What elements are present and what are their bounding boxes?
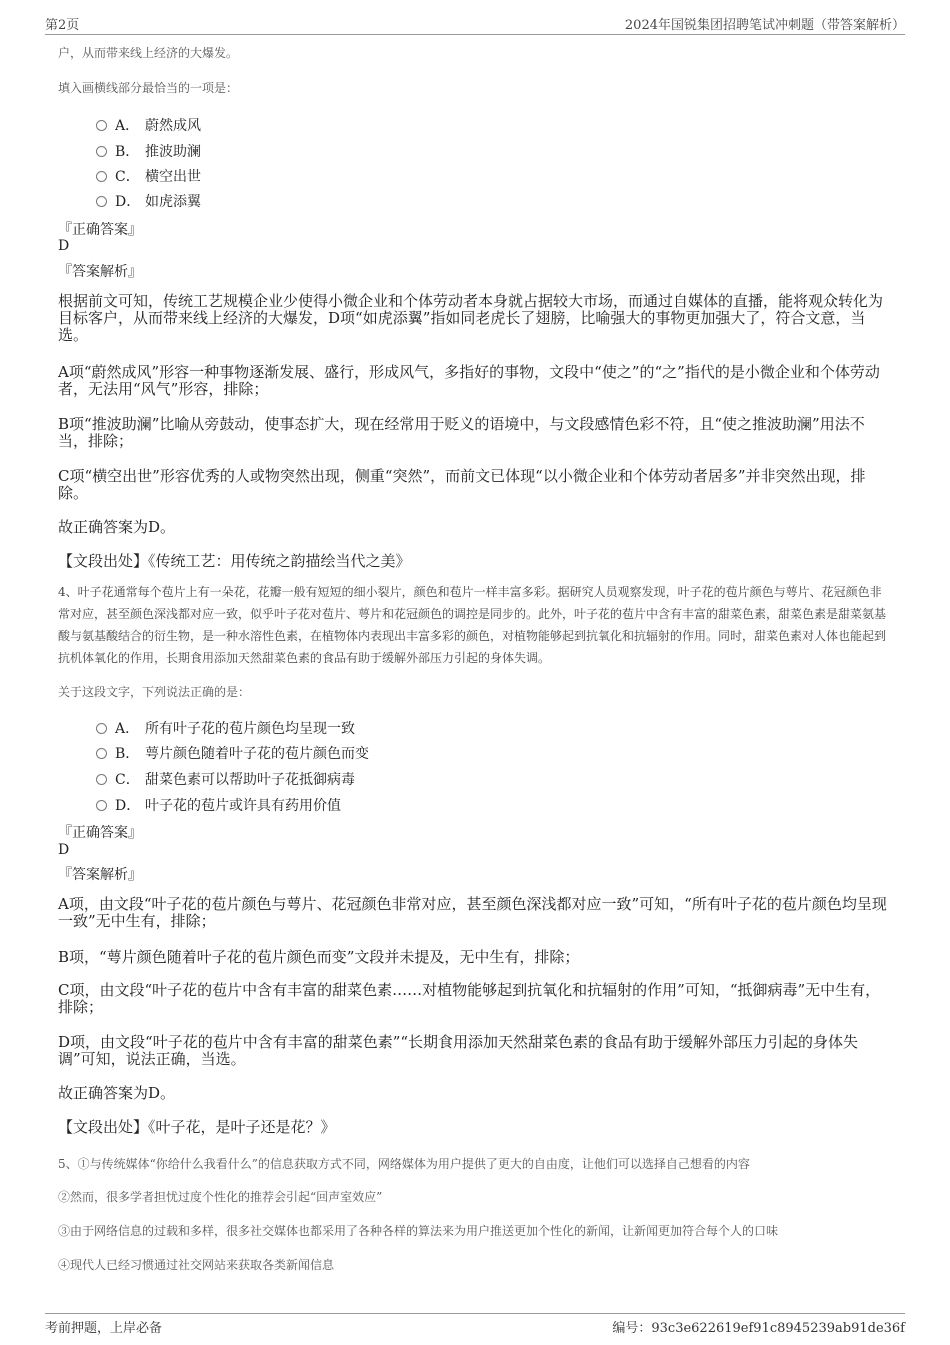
radio-icon[interactable]: [96, 196, 107, 207]
q4-stem: 4、叶子花通常每个苞片上有一朵花，花瓣一般有短短的细小裂片，颜色和苞片一样丰富多彩。据研究人员观察发现，叶子花的苞片颜色与萼片、花冠颜色非常对应，甚至颜色深浅都对应一致，似乎叶子花对苞片、萼片和花冠颜色的调控是同步的。此外，叶子花的苞片中含有丰富的甜菜色素，甜菜色素是甜菜氨基酸与氨基酸结合的衍生物，是一种水溶性色素，在植物体内表现出丰富多彩的颜色，对植物能够起到抗氧化和抗辐射的作用。同时，甜菜色素对人体也能起到抗机体氧化的作用，长期食用添加天然甜菜色素的食品有助于缓解外部压力引起的身体失调。: [58, 585, 887, 665]
radio-icon[interactable]: [96, 800, 107, 811]
q3-answer-label: 『正确答案』: [58, 222, 142, 238]
q3-answer: D: [58, 238, 70, 254]
radio-icon[interactable]: [96, 171, 107, 182]
q4-analysis-para: B项，“萼片颜色随着叶子花的苞片颜色而变”文段并未提及，无中生有，排除；: [58, 948, 580, 966]
q3-analysis-label: 『答案解析』: [58, 264, 142, 280]
q3-option-a[interactable]: A． 蔚然成风: [96, 115, 201, 135]
radio-icon[interactable]: [96, 120, 107, 131]
q5-item: 5、①与传统媒体“你给什么我看什么”的信息获取方式不同，网络媒体为用户提供了更大的自由度，让他们可以选择自己想看的内容: [58, 1157, 750, 1171]
q3-analysis-para: C项“横空出世”形容优秀的人或物突然出现，侧重“突然”，而前文已体现“以小微企业和个体劳动者居多”并非突然出现，排除。: [58, 467, 866, 502]
q4-analysis-para: C项，由文段“叶子花的苞片中含有丰富的甜菜色素……对植物能够起到抗氧化和抗辐射的作用”可知，“抵御病毒”无中生有，排除；: [58, 981, 881, 1016]
q4-analysis-para: D项，由文段“叶子花的苞片中含有丰富的甜菜色素”“长期食用添加天然甜菜色素的食品有助于缓解外部压力引起的身体失调”可知，说法正确，当选。: [58, 1033, 859, 1068]
q4-option-d[interactable]: D． 叶子花的苞片或许具有药用价值: [96, 795, 341, 815]
q4-source: 【文段出处】《叶子花，是叶子还是花？》: [58, 1118, 336, 1136]
radio-icon[interactable]: [96, 723, 107, 734]
q4-answer-label: 『正确答案』: [58, 825, 142, 841]
radio-icon[interactable]: [96, 748, 107, 759]
q3-option-c[interactable]: C． 横空出世: [96, 166, 201, 186]
q4-option-c[interactable]: C． 甜菜色素可以帮助叶子花抵御病毒: [96, 769, 355, 789]
document-id: 编号：93c3e622619ef91c8945239ab91de36f: [612, 1321, 905, 1336]
q4-answer: D: [58, 842, 70, 858]
q4-option-b[interactable]: B． 萼片颜色随着叶子花的苞片颜色而变: [96, 743, 369, 763]
q3-source: 【文段出处】《传统工艺：用传统之韵描绘当代之美》: [58, 552, 411, 570]
q3-analysis-para: 根据前文可知，传统工艺规模企业少使得小微企业和个体劳动者本身就占据较大市场，而通过自媒体的直播，能将观众转化为目标客户，从而带来线上经济的大爆发，D项“如虎添翼”指如同老虎长了翅膀，比喻强大的事物更加强大了，符合文意，当选。: [58, 292, 884, 344]
radio-icon[interactable]: [96, 774, 107, 785]
q3-option-d[interactable]: D． 如虎添翼: [96, 191, 201, 211]
page-number: 第2页: [45, 18, 80, 33]
q5-item: ③由于网络信息的过载和多样，很多社交媒体也都采用了各种各样的算法来为用户推送更加个性化的新闻，让新闻更加符合每个人的口味: [58, 1224, 779, 1238]
q4-option-a[interactable]: A． 所有叶子花的苞片颜色均呈现一致: [96, 718, 355, 738]
page-header: [45, 14, 905, 35]
q4-analysis-label: 『答案解析』: [58, 867, 142, 883]
q5-item: ②然而，很多学者担忧过度个性化的推荐会引起“回声室效应”: [58, 1190, 383, 1204]
document-title: 2024年国锐集团招聘笔试冲刺题（带答案解析）: [624, 18, 905, 33]
q4-conclusion: 故正确答案为D。: [58, 1084, 176, 1102]
q3-prompt: 填入画横线部分最恰当的一项是：: [58, 81, 239, 95]
radio-icon[interactable]: [96, 146, 107, 157]
q3-conclusion: 故正确答案为D。: [58, 518, 176, 536]
q4-prompt: 关于这段文字，下列说法正确的是：: [58, 685, 251, 699]
q3-continuation: 户，从而带来线上经济的大爆发。: [58, 46, 239, 60]
q5-item: ④现代人已经习惯通过社交网站来获取各类新闻信息: [58, 1258, 335, 1272]
q3-analysis-para: B项“推波助澜”比喻从旁鼓动，使事态扩大，现在经常用于贬义的语境中，与文段感情色彩不符，且“使之推波助澜”用法不当，排除；: [58, 415, 865, 450]
page-footer: [45, 1313, 905, 1334]
footer-slogan: 考前押题，上岸必备: [45, 1321, 163, 1336]
q4-analysis-para: A项，由文段“叶子花的苞片颜色与萼片、花冠颜色非常对应，甚至颜色深浅都对应一致”可知，“所有叶子花的苞片颜色均呈现一致”无中生有，排除；: [58, 895, 887, 930]
q3-analysis-para: A项“蔚然成风”形容一种事物逐渐发展、盛行，形成风气，多指好的事物，文段中“使之”的“之”指代的是小微企业和个体劳动者，无法用“风气”形容，排除；: [58, 363, 880, 398]
q3-option-b[interactable]: B． 推波助澜: [96, 141, 201, 161]
